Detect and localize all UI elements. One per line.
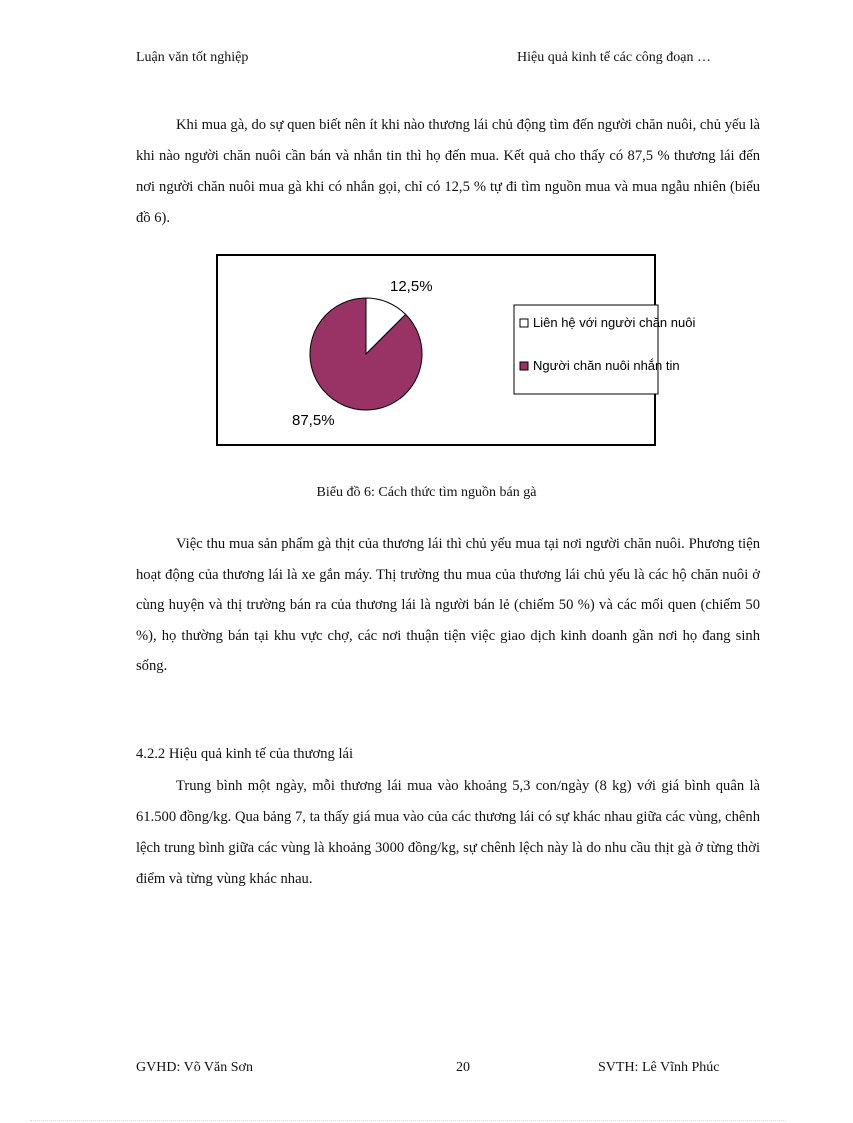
slice-label-nhan-tin: 87,5%: [292, 412, 335, 429]
legend-swatch-lien-he: [520, 319, 528, 327]
pie-chart-svg: [218, 256, 696, 444]
chart-caption: Biểu đồ 6: Cách thức tìm nguồn bán gà: [316, 485, 537, 500]
pie-chart: [216, 254, 696, 446]
legend-label-nhan-tin: Người chăn nuôi nhắn tin: [533, 358, 680, 373]
pie-slices: [310, 298, 422, 410]
chart-legend: [514, 305, 695, 394]
header-right: Hiệu quả kinh tế các công đoạn …: [517, 50, 711, 65]
header-left: Luận văn tốt nghiệp: [136, 50, 249, 65]
legend-label-lien-he: Liên hệ với người chăn nuôi: [533, 315, 696, 330]
footer-advisor: GVHD: Võ Văn Sơn: [136, 1060, 253, 1075]
legend-swatch-nhan-tin: [520, 362, 528, 370]
section-heading: 4.2.2 Hiệu quả kinh tế của thương lái: [136, 746, 354, 762]
footer-student: SVTH: Lê Vĩnh Phúc: [598, 1060, 720, 1075]
page-number: 20: [456, 1060, 470, 1075]
paragraph-1: Khi mua gà, do sự quen biết nên ít khi nào thương lái chủ động tìm đến người chăn nuôi, chủ yếu là khi nào người chăn nuôi cần bán và nhắn tin thì họ đến mua. Kết quả cho thấy có 87,5 % thương lái đến nơi người chăn nuôi mua gà khi có nhắn gọi, chỉ có 12,5 % tự đi tìm nguồn mua và mua ngẫu nhiên (biểu đồ 6).: [136, 117, 760, 226]
paragraph-3: Trung bình một ngày, mỗi thương lái mua vào khoảng 5,3 con/ngày (8 kg) với giá bình quân là 61.500 đồng/kg. Qua bảng 7, ta thấy giá mua vào của các thương lái có sự khác nhau giữa các vùng, chênh lệch trung bình giữa các vùng là khoảng 3000 đồng/kg, sự chênh lệch này là do nhu cầu thịt gà ở từng thời điểm và từng vùng khác nhau.: [136, 778, 760, 887]
pie-slice-nhan-tin: [310, 298, 422, 410]
page-edge: [30, 1120, 786, 1121]
slice-label-lien-he: 12,5%: [390, 278, 433, 295]
paragraph-2: Việc thu mua sản phẩm gà thịt của thương lái thì chủ yếu mua tại nơi người chăn nuôi. Phương tiện hoạt động của thương lái là xe gắn máy. Thị trường thu mua của thương lái chủ yếu là các hộ chăn nuôi ở cùng huyện và thị trường bán ra của thương lái là người bán lẻ (chiếm 50 %) và các mối quen (chiếm 50 %), họ thường bán tại khu vực chợ, các nơi thuận tiện việc giao dịch kinh doanh gần nơi họ đang sinh sống.: [136, 536, 760, 674]
